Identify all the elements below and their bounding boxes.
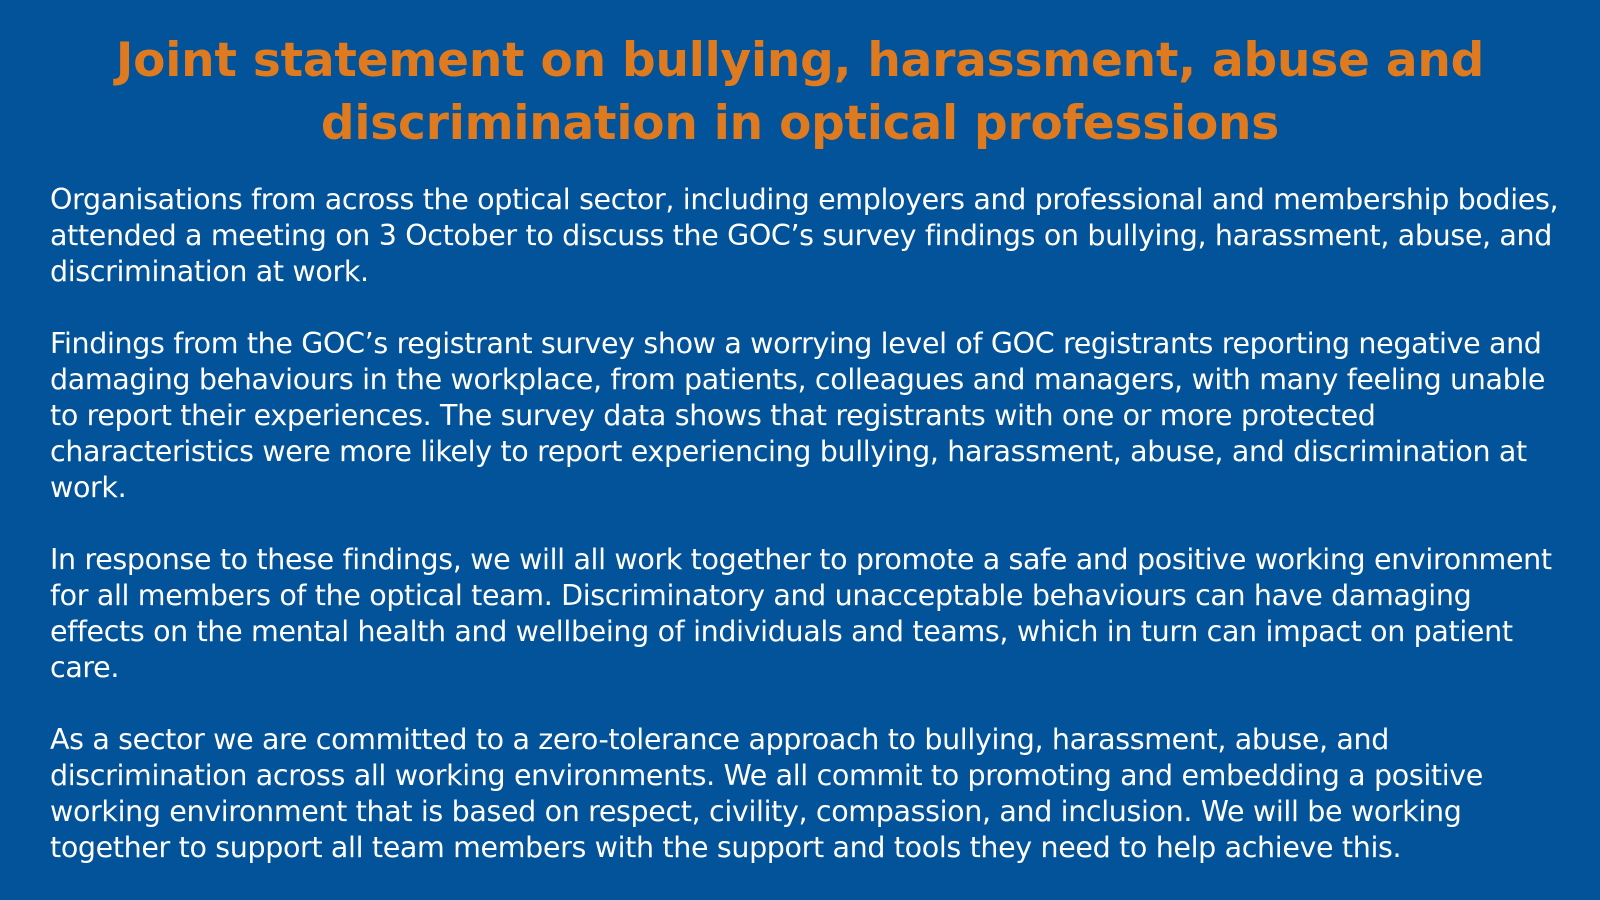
statement-title: Joint statement on bullying, harassment, abuse and discrimination in optical professions [115, 33, 1485, 151]
statement-paragraph-commitment: As a sector we are committed to a zero-tolerance approach to bullying, harassment, abuse, and discrimination across all working environments. We all commit to promoting and embedding a positive working environment that is based on respect, civility, compassion, and inclusion. We will be working together to support all team members with the support and tools they need to help achieve this. [50, 723, 1483, 864]
statement-paragraph-findings: Findings from the GOC’s registrant survey show a worrying level of GOC registrants reporting negative and damaging behaviours in the workplace, from patients, colleagues and managers, with many feeling unable to report their experiences. The survey data shows that registrants with one or more protected characteristics were more likely to report experiencing bullying, harassment, abuse, and discrimination at work. [50, 327, 1546, 504]
statement-body [50, 182, 1565, 866]
statement-paragraph-meeting: Organisations from across the optical sector, including employers and professional and membership bodies, attended a meeting on 3 October to discuss the GOC’s survey findings on bullying, harassment, abuse, and discrimination at work. [50, 183, 1559, 288]
statement-paragraph-response: In response to these findings, we will all work together to promote a safe and positive working environment for all members of the optical team. Discriminatory and unacceptable behaviours can have damaging effects on the mental health and wellbeing of individuals and teams, which in turn can impact on patient care. [50, 543, 1552, 684]
